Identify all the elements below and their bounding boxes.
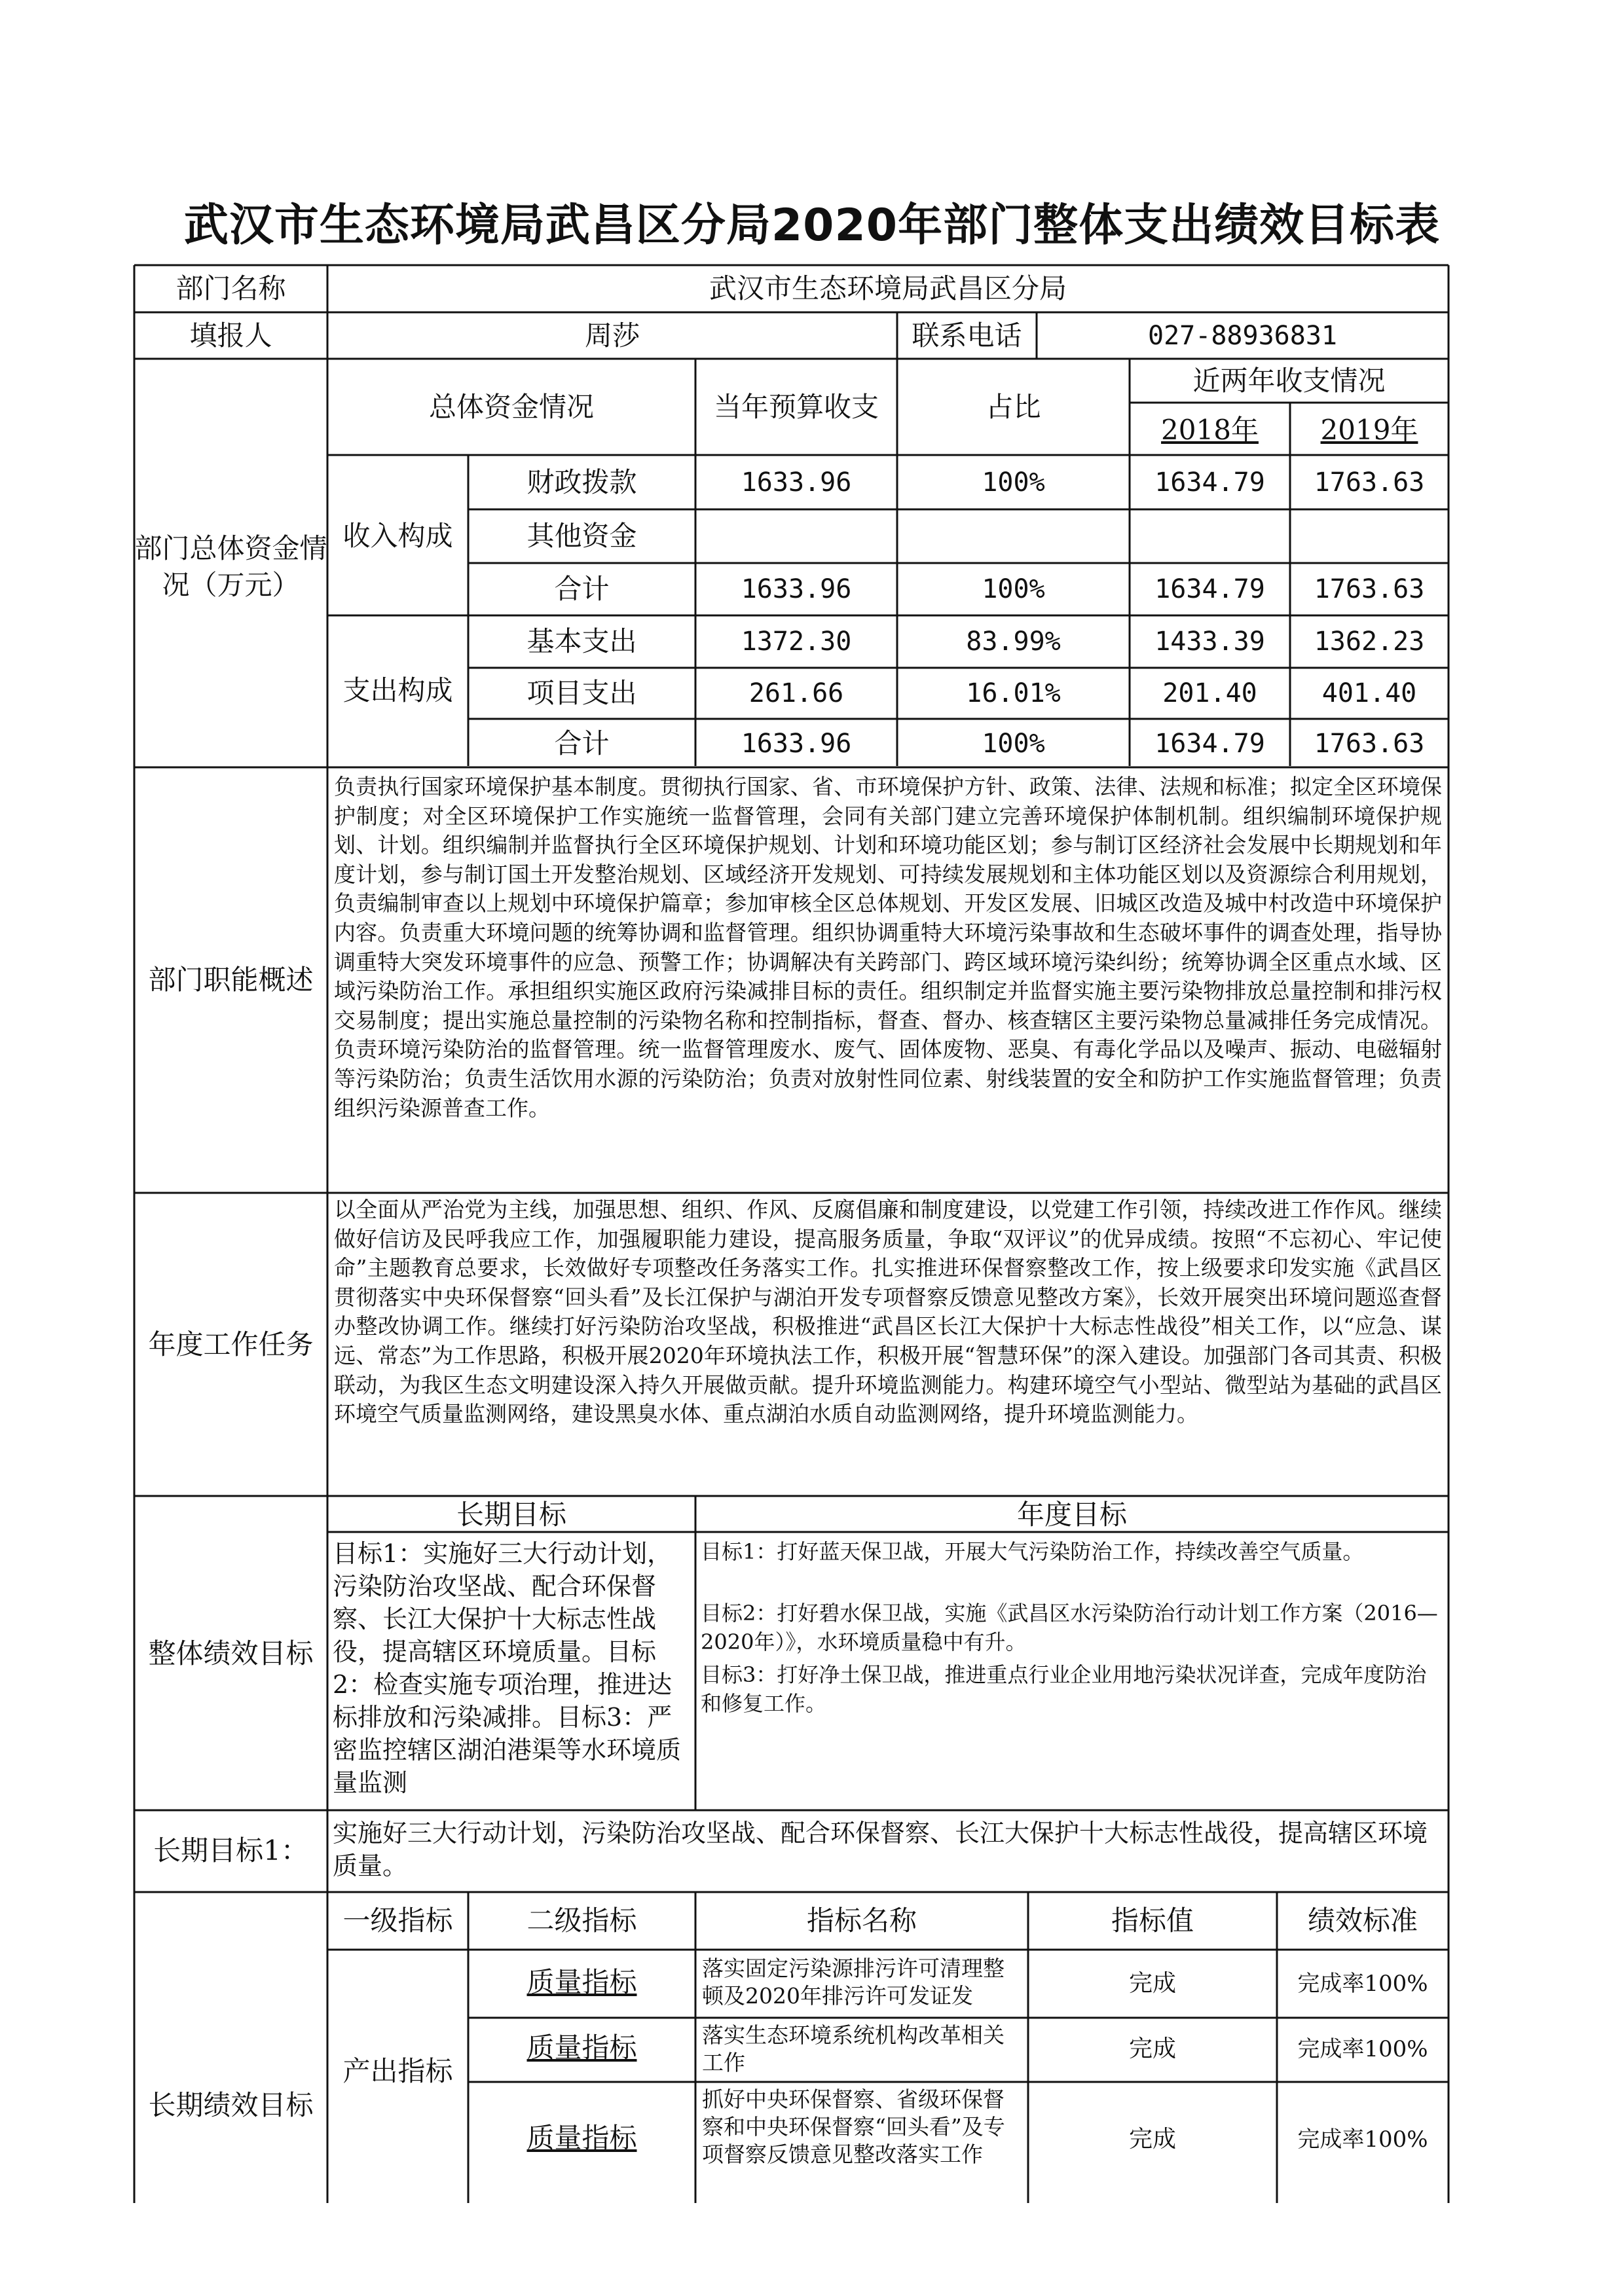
- perf-row-standard: 完成率100%: [1297, 1971, 1428, 1997]
- perf-header-level1: 一级指标: [342, 1904, 453, 1937]
- fund-row-budget: 1633.96: [741, 574, 852, 604]
- perf-row-value: 完成: [1128, 1970, 1176, 1997]
- fund-row-budget: 1633.96: [741, 467, 852, 498]
- perf-section-label: 长期绩效目标: [148, 2089, 314, 2121]
- fund-row-ratio: 100%: [982, 729, 1045, 759]
- output-indicator-label: 产出指标: [342, 2055, 453, 2087]
- dept-name-value: 武汉市生态环境局武昌区分局: [709, 272, 1067, 304]
- overall-goal-label: 整体绩效目标: [148, 1637, 314, 1669]
- fund-row-2018: 1433.39: [1154, 627, 1265, 657]
- fund-row-name: 其他资金: [526, 520, 637, 552]
- fund-row-ratio: 100%: [982, 574, 1045, 604]
- perf-header-level2: 二级指标: [526, 1904, 637, 1937]
- long-term-goals-text: 目标1：实施好三大行动计划，污染防治攻坚战、配合环保督察、长江大保护十大标志性战役，提高辖区环境质量。目标2：检查实施专项治理，推进达标排放和污染减排。目标3：严密监控辖区湖泊港渠等水环境质量监测: [333, 1539, 682, 1797]
- fund-row-2018: 201.40: [1162, 678, 1257, 708]
- header-recent-years: 近两年收支情况: [1192, 365, 1386, 397]
- perf-row-value: 完成: [1128, 2035, 1176, 2062]
- fund-row-ratio: 100%: [982, 467, 1045, 498]
- perf-header-standard: 绩效标准: [1307, 1904, 1418, 1937]
- perf-row-name: 抓好中央环保督察、省级环保督察和中央环保督察“回头看”及专项督察反馈意见整改落实工作: [702, 2086, 1005, 2167]
- annual-goal-header: 年度目标: [1016, 1499, 1127, 1531]
- expense-label: 支出构成: [342, 674, 453, 706]
- annual-goal-1: 目标1：打好蓝天保卫战，开展大气污染防治工作，持续改善空气质量。: [701, 1539, 1364, 1564]
- fund-row-budget: 1633.96: [741, 729, 852, 759]
- header-ratio: 占比: [986, 391, 1041, 423]
- long-goal1-text: 实施好三大行动计划，污染防治攻坚战、配合环保督察、长江大保护十大标志性战役，提高辖区环境质量。: [333, 1819, 1428, 1880]
- long-goal1-label: 长期目标1：: [153, 1834, 308, 1867]
- filler-value: 周莎: [584, 319, 640, 352]
- phone-value: 027-88936831: [1148, 321, 1337, 351]
- perf-row-standard: 完成率100%: [1297, 2126, 1428, 2153]
- dept-name-label: 部门名称: [175, 272, 286, 304]
- header-year-2018: 2018年: [1161, 414, 1259, 446]
- perf-row-value: 完成: [1128, 2126, 1176, 2153]
- phone-label: 联系电话: [912, 319, 1022, 352]
- fund-row-name: 项目支出: [526, 677, 637, 709]
- function-text: 负责执行国家环境保护基本制度。贯彻执行国家、省、市环境保护方针、政策、法律、法规和标准；拟定全区环境保护制度；对全区环境保护工作实施统一监督管理，会同有关部门建立完善环境保护体制机制。组织编制环境保护规划、计划。组织编制并监督执行全区环境保护规划、计划和环境功能区划；参与制订区经济社会发展中长期规划和年度计划，参与制订国土开发整治规划、区域经济开发规划、可持续发展规划和主体功能区划以及资源综合利用规划，负责编制审查以上规划中环境保护篇章；参加审核全区总体规划、开发区发展、旧城区改造及城中村改造中环境保护内容。负责重大环境问题的统筹协调和监督管理。组织协调重特大环境污染事故和生态破坏事件的调查处理，指导协调重特大突发环境事件的应急、预警工作；协调解决有关跨部门、跨区域环境污染纠纷；统筹协调全区重点水域、区域污染防治工作。承担组织实施区政府污染减排目标的责任。组织制定并监督实施主要污染物排放总量控制和排污权交易制度；提出实施总量控制的污染物名称和控制指标，督查、督办、核查辖区主要污染物总量减排任务完成情况。负责环境污染防治的监督管理。统一监督管理废水、废气、固体废物、恶臭、有毒化学品以及噪声、振动、电磁辐射等污染防治；负责生活饮用水源的污染防治；负责对放射性同位素、射线装置的安全和防护工作实施监督管理；负责组织污染源普查工作。: [334, 774, 1442, 1121]
- fund-row-2018: 1634.79: [1154, 467, 1265, 498]
- fund-row-budget: 261.66: [748, 678, 844, 708]
- page-title: 武汉市生态环境局武昌区分局2020年部门整体支出绩效目标表: [183, 200, 1441, 251]
- perf-row-level2: 质量指标: [526, 2122, 637, 2154]
- fund-row-2019: 401.40: [1321, 678, 1417, 708]
- fund-row-name: 合计: [554, 727, 610, 759]
- fund-row-2019: 1763.63: [1314, 574, 1425, 604]
- fund-row-2019: 1362.23: [1314, 627, 1425, 657]
- perf-header-value: 指标值: [1111, 1904, 1194, 1937]
- fund-row-budget: 1372.30: [741, 627, 852, 657]
- annual-task-label: 年度工作任务: [148, 1328, 314, 1360]
- header-overall-funds: 总体资金情况: [428, 391, 594, 423]
- fund-row-2019: 1763.63: [1314, 467, 1425, 498]
- annual-goal-3: 目标3：打好净土保卫战，推进重点行业企业用地污染状况详查，完成年度防治和修复工作。: [701, 1662, 1427, 1716]
- long-term-header: 长期目标: [456, 1499, 566, 1531]
- fund-row-2018: 1634.79: [1154, 574, 1265, 604]
- fund-row-name: 合计: [554, 573, 610, 605]
- perf-row-standard: 完成率100%: [1297, 2036, 1428, 2062]
- perf-header-name: 指标名称: [806, 1904, 917, 1937]
- annual-goal-2: 目标2：打好碧水保卫战，实施《武昌区水污染防治行动计划工作方案（2016—2020年）》，水环境质量稳中有升。: [701, 1601, 1438, 1654]
- perf-row-name: 落实固定污染源排污许可清理整顿及2020年排污许可发证发: [702, 1956, 1005, 2009]
- perf-row-name: 落实生态环境系统机构改革相关工作: [702, 2022, 1005, 2075]
- function-label: 部门职能概述: [148, 964, 314, 996]
- fund-row-name: 基本支出: [526, 625, 637, 657]
- fund-row-ratio: 16.01%: [966, 678, 1061, 708]
- fund-row-ratio: 83.99%: [966, 627, 1061, 657]
- header-year-2019: 2019年: [1320, 414, 1418, 446]
- fund-row-2018: 1634.79: [1154, 729, 1265, 759]
- perf-row-level2: 质量指标: [526, 2032, 637, 2064]
- header-budget: 当年预算收支: [713, 391, 879, 423]
- fund-row-2019: 1763.63: [1314, 729, 1425, 759]
- funds-section-label: 部门总体资金情况（万元）: [134, 532, 327, 601]
- income-label: 收入构成: [342, 520, 453, 552]
- fund-row-name: 财政拨款: [526, 466, 637, 498]
- filler-label: 填报人: [189, 319, 272, 352]
- perf-row-level2: 质量指标: [526, 1966, 637, 1998]
- annual-task-text: 以全面从严治党为主线，加强思想、组织、作风、反腐倡廉和制度建设，以党建工作引领，持续改进工作作风。继续做好信访及民呼我应工作，加强履职能力建设，提高服务质量，争取“双评议”的优异成绩。按照“不忘初心、牢记使命”主题教育总要求，长效做好专项整改任务落实工作。扎实推进环保督察整改工作，按上级要求印发实施《武昌区贯彻落实中央环保督察“回头看”及长江保护与湖泊开发专项督察反馈意见整改方案》，长效开展突出环境问题巡查督办整改协调工作。继续打好污染防治攻坚战，积极推进“武昌区长江大保护十大标志性战役”相关工作，以“应急、谋远、常态”为工作思路，积极开展2020年环境执法工作，积极开展“智慧环保”的深入建设。加强部门各司其责、积极联动，为我区生态文明建设深入持久开展做贡献。提升环境监测能力。构建环境空气小型站、微型站为基础的武昌区环境空气质量监测网络，建设黑臭水体、重点湖泊水质自动监测网络，提升环境监测能力。: [334, 1197, 1442, 1427]
